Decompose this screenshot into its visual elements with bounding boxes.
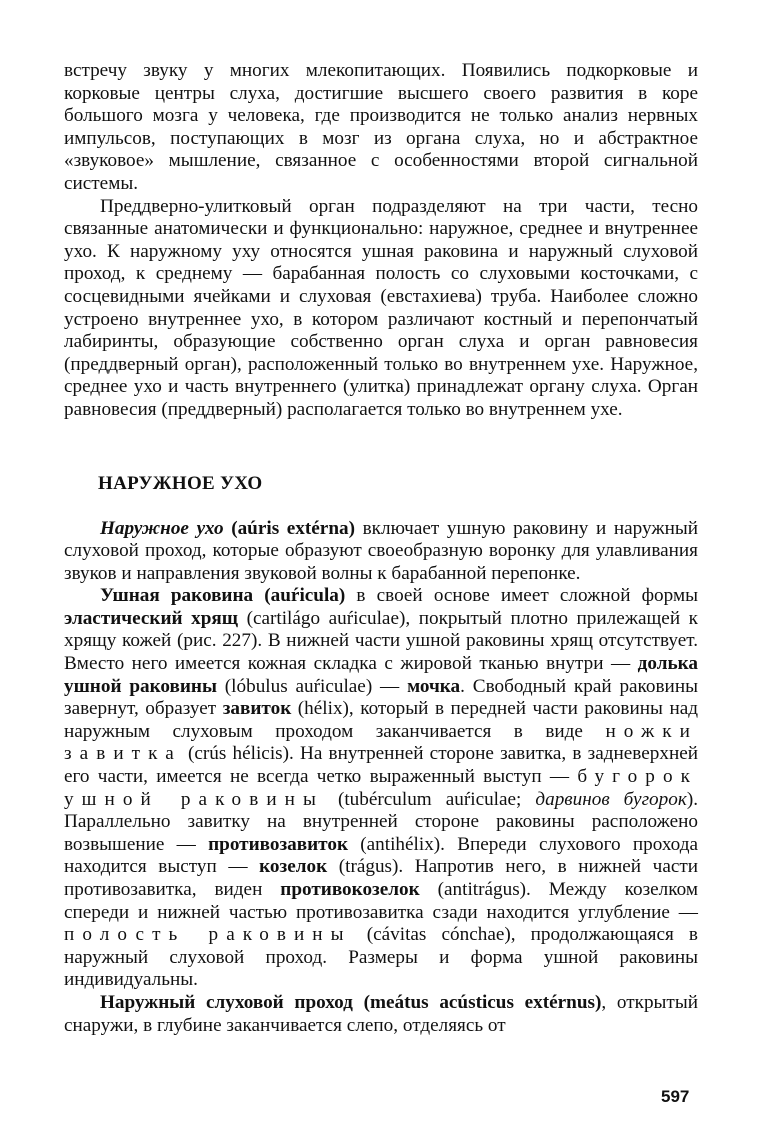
auricular-tubercle-term: бугорок ушной раковины xyxy=(64,766,698,810)
lobule-term: долька ушной раковины xyxy=(64,653,698,697)
darwin-tubercle-term: дарвинов бугорок xyxy=(535,788,687,810)
ear-canal-term: Наружный слуховой проход (meátus acústicus extérnus) xyxy=(100,991,602,1013)
canal-text: , открытый снаружи, в глубине заканчивается слепо, отделяясь от xyxy=(64,991,698,1036)
outer-ear-term: Наружное ухо xyxy=(100,517,224,539)
outer-ear-latin: (aúris extérna) xyxy=(231,517,355,539)
section-title: НАРУЖНОЕ УХО xyxy=(98,472,263,494)
auricle-text-7: (tubérculum auŕiculae; xyxy=(323,788,536,810)
auricle-text-5: (hélix), который в передней части раковины над наружным слуховым проходом заканчивается в виде xyxy=(64,698,698,742)
auricle-text-8: ). Параллельно завитку на внутренней стороне раковины расположено возвышение — xyxy=(64,788,698,855)
auricle-text-10: (trágus). Напротив него, в нижней части противозавитка, виден xyxy=(64,856,698,900)
auricle-text-4: . Свободный край раковины завернут, образует xyxy=(64,675,698,720)
outer-ear-text: включает ушную раковину и наружный слуховой проход, которые образуют своеобразную воронку для улавливания звуков и направления звуковой волны к барабанной перепонке. xyxy=(64,517,699,584)
auricle-text-2: (cartilágo auŕiculae), покрытый плотно прилежащей к хрящу кожей (рис. 227). В нижней части ушной раковины хрящ отсутствует. Вместо него имеется кожная складка с жировой тканью внутри — xyxy=(64,607,698,675)
concha-cavity-term: полость раковины xyxy=(64,924,352,946)
auricle-text-11: (antitrágus). Между козелком спереди и нижней частью противозавитка сзади находится углубление — xyxy=(64,879,698,923)
organ-paragraph: Преддверно-улитковый орган подразделяют на три части, тесно связанные анатомически и функционально: наружное, среднее и внутреннее ухо. К наружному уху относятся ушная раковина и наружный слуховой проход, к среднему — барабанная полость со слуховыми косточками, с сосцевидными ячейками и слуховая (евстахиева) труба. Наиболее сложно устроено внутреннее ухо, в котором различают костный и перепончатый лабиринты, образующие собственно орган слуха и орган равновесия (преддверный орган), расположенный только во внутреннем ухе. Наружное, среднее ухо и часть внутреннего (улитка) принадлежат органу слуха. Орган равновесия (преддверный) располагается только во внутреннем ухе. xyxy=(64,195,698,420)
page-text xyxy=(64,60,698,1037)
auricle-text-1: в своей основе имеет сложной формы xyxy=(345,585,698,607)
canal-paragraph xyxy=(64,992,698,1037)
outer-ear-paragraph xyxy=(64,518,698,586)
page-number: 597 xyxy=(661,1087,690,1106)
auricle-text-6: (crús hélicis). На внутренней стороне завитка, в задневерхней его части, имеется не всегда четко выраженный выступ — xyxy=(64,743,698,788)
auricle-text-3: (lóbulus auŕiculae) — xyxy=(216,675,408,697)
auricle-text-9: (antihélix). Впереди слухового прохода находится выступ — xyxy=(64,833,698,878)
elastic-cartilage-term: эластический хрящ xyxy=(64,607,238,629)
earlobe-term: мочка xyxy=(407,675,461,697)
helix-term: завиток xyxy=(222,698,292,720)
antitragus-term: противокозелок xyxy=(280,879,420,900)
auricle-term: Ушная раковина (auŕicula) xyxy=(100,585,346,607)
antihelix-term: противозавиток xyxy=(208,833,349,855)
auricle-paragraph xyxy=(64,585,698,992)
auricle-text-12: (cávitas cónchae), продолжающаяся в наружный слуховой проход. Размеры и форма ушной раковины индивидуальны. xyxy=(64,924,698,991)
intro-paragraph: встречу звуку у многих млекопитающих. Появились подкорковые и корковые центры слуха, достигшие высшего своего развития в коре большого мозга у человека, где производится не только анализ нервных импульсов, поступающих в мозг из органа слуха, но и абстрактное «звуковое» мышление, связанное с особенностями второй сигнальной системы. xyxy=(64,60,698,194)
helix-crus-term: ножки завитка xyxy=(64,720,698,765)
tragus-term: козелок xyxy=(259,856,328,878)
